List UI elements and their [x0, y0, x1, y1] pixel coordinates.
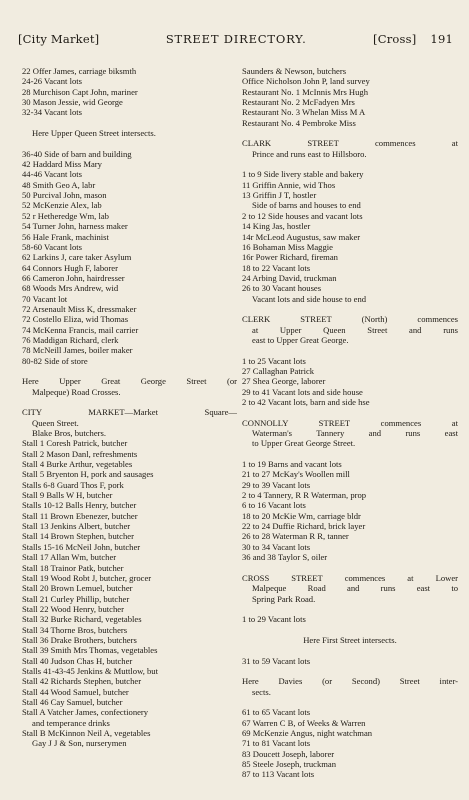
directory-line: Restaurant No. 3 Whelan Miss M A: [242, 107, 366, 118]
directory-line: Malpeque Road and runs east to: [252, 583, 458, 594]
directory-line: 36 and 38 Taylor S, oiler: [242, 552, 328, 563]
directory-line: 27 Callaghan Patrick: [242, 365, 315, 376]
directory-line: 6 to 16 Vacant lots: [242, 500, 306, 511]
directory-line: CITY MARKET—Market Square—: [22, 407, 237, 418]
directory-line: Saunders & Newson, butchers: [242, 66, 347, 76]
directory-line: Stalls 15-16 McNeil John, butcher: [22, 541, 141, 552]
line-spacer: [242, 563, 458, 573]
directory-line: Stall 9 Balls W H, butcher: [22, 490, 113, 501]
directory-line: 58-60 Vacant lots: [22, 241, 82, 252]
directory-line: Stall 5 Bryenton H, pork and sausages: [22, 469, 154, 480]
line-spacer: [242, 128, 458, 138]
directory-line: 56 Hale Frank, machinist: [22, 231, 109, 242]
directory-line: 1 to 25 Vacant lots: [242, 355, 306, 366]
directory-line: 70 Vacant lot: [22, 293, 68, 304]
directory-line: 44-46 Vacant lots: [22, 169, 82, 180]
directory-line: Stall 22 Wood Henry, butcher: [22, 603, 124, 614]
directory-line: 87 to 113 Vacant lots: [242, 769, 315, 780]
directory-line: 2 to 4 Tannery, R R Waterman, prop: [242, 490, 367, 501]
directory-line: Stall 2 Mason Danl, refreshments: [22, 448, 138, 459]
directory-line: 13 Griffin J T, hostler: [242, 190, 317, 201]
directory-line: 26 to 30 Vacant houses: [242, 283, 322, 294]
directory-line: Stall 46 Cay Samuel, butcher: [22, 696, 123, 707]
directory-line: sects.: [252, 686, 271, 697]
directory-line: 32-34 Vacant lots: [22, 107, 82, 118]
directory-line: 30 to 34 Vacant lots: [242, 541, 311, 552]
directory-line: 24-26 Vacant lots: [22, 76, 82, 87]
directory-line: 66 Cameron John, hairdresser: [22, 272, 125, 283]
directory-line: 85 Steele Joseph, truckman: [242, 759, 337, 770]
directory-line: Queen Street.: [32, 417, 79, 428]
directory-line: 61 to 65 Vacant lots: [242, 707, 311, 718]
directory-line: 30 Mason Jessie, wid George: [22, 97, 123, 108]
directory-line: Restaurant No. 2 McFadyen Mrs: [242, 97, 355, 108]
directory-line: Restaurant No. 1 McInnis Mrs Hugh: [242, 86, 369, 97]
directory-line: 52 r Hetheredge Wm, lab: [22, 210, 109, 221]
directory-line: CLERK STREET (North) commences: [242, 314, 458, 325]
directory-line: Stall 18 Trainor Patk, butcher: [22, 562, 124, 573]
directory-line: 83 Doucett Joseph, laborer: [242, 748, 335, 759]
directory-line: 74 McKenna Francis, mail carrier: [22, 324, 139, 335]
directory-line: Stall 32 Burke Richard, vegetables: [22, 614, 142, 625]
directory-line: 11 Griffin Annie, wid Thos: [242, 179, 336, 190]
line-spacer: [242, 666, 458, 676]
line-spacer: [242, 407, 458, 417]
directory-line: 14r McLeod Augustus, saw maker: [242, 231, 361, 242]
line-spacer: [22, 366, 237, 376]
directory-line: Stall 21 Curley Phillip, butcher: [22, 593, 130, 604]
directory-line: Stall 36 Drake Brothers, butchers: [22, 634, 137, 645]
directory-line: 42 Haddard Miss Mary: [22, 159, 102, 170]
directory-line: Side of barns and houses to end: [252, 200, 361, 211]
directory-line: Waterman's Tannery and runs east: [252, 428, 458, 439]
directory-line: 18 to 20 McKie Wm, carriage bldr: [242, 510, 361, 521]
directory-line: Stalls 10-12 Balls Henry, butcher: [22, 500, 137, 511]
directory-line: 48 Smith Geo A, labr: [22, 179, 96, 190]
directory-line: 64 Connors Hugh F, laborer: [22, 262, 118, 273]
directory-line: 36-40 Side of barn and building: [22, 148, 132, 159]
directory-line: Stall 20 Brown Lemuel, butcher: [22, 583, 133, 594]
directory-line: 71 to 81 Vacant lots: [242, 738, 311, 749]
directory-line: Stall 40 Judson Chas H, butcher: [22, 655, 133, 666]
line-spacer: [242, 645, 458, 655]
directory-line: 1 to 9 Side livery stable and bakery: [242, 169, 364, 180]
directory-line: 68 Woods Mrs Andrew, wid: [22, 283, 119, 294]
directory-line: 2 to 12 Side houses and vacant lots: [242, 210, 363, 221]
directory-line: Stall 1 Coresh Patrick, butcher: [22, 438, 128, 449]
directory-line: 52 McKenzie Alex, lab: [22, 200, 102, 211]
directory-line: Spring Park Road.: [252, 593, 316, 604]
directory-line: 22 Offer James, carriage biksmth: [22, 66, 137, 76]
directory-line: 27 Shea George, laborer: [242, 376, 326, 387]
directory-line: Stall A Vatcher James, confectionery: [22, 707, 149, 718]
directory-line: east to Upper Great George.: [252, 334, 349, 345]
directory-line: 72 Costello Eliza, wid Thomas: [22, 314, 129, 325]
directory-line: Stalls 6-8 Guard Thos F, pork: [22, 479, 124, 490]
directory-line: Stall 39 Smith Mrs Thomas, vegetables: [22, 645, 158, 656]
directory-line: 2 to 42 Vacant lots, barn and side hse: [242, 397, 370, 407]
right-column: [242, 66, 458, 780]
directory-line: Here Upper Great George Street (or: [22, 376, 237, 387]
directory-line: Vacant lots and side house to end: [252, 293, 367, 304]
left-column: [22, 66, 237, 749]
directory-line: Office Nicholson John P, land survey: [242, 76, 370, 87]
directory-line: 26 to 28 Waterman R R, tanner: [242, 531, 349, 542]
directory-line: 69 McKenzie Angus, night watchman: [242, 728, 373, 738]
directory-line: Here First Street intersects.: [303, 634, 397, 645]
line-spacer: [242, 345, 458, 355]
directory-line: Stall B McKinnon Neil A, vegetables: [22, 728, 151, 738]
directory-line: 16r Power Richard, fireman: [242, 252, 338, 263]
directory-line: Blake Bros, butchers.: [32, 428, 106, 439]
page-header: [18, 32, 453, 50]
directory-line: 28 Murchison Capt John, mariner: [22, 86, 138, 97]
line-spacer: [242, 604, 458, 614]
directory-line: 18 to 22 Vacant lots: [242, 262, 311, 273]
directory-line: 29 to 39 Vacant lots: [242, 479, 311, 490]
directory-line: 1 to 29 Vacant lots: [242, 614, 306, 625]
directory-line: 54 Turner John, harness maker: [22, 221, 128, 232]
directory-line: Stall 42 Richards Stephen, butcher: [22, 676, 142, 687]
line-spacer: [242, 697, 458, 707]
directory-line: Stall 19 Wood Robt J, butcher, grocer: [22, 572, 152, 583]
line-spacer: [22, 118, 237, 128]
directory-line: Stall 34 Thorne Bros, butchers: [22, 624, 128, 635]
header-title: STREET DIRECTORY.: [165, 32, 307, 46]
directory-line: Stalls 41-43-45 Jenkins & Muttlow, but: [22, 665, 158, 676]
directory-line: at Upper Queen Street and runs: [252, 324, 458, 335]
page-number: 191: [430, 32, 453, 46]
directory-line: Stall 17 Allan Wm, butcher: [22, 552, 117, 563]
directory-line: 67 Warren C B, of Weeks & Warren: [242, 717, 366, 728]
line-spacer: [22, 397, 237, 407]
directory-line: Stall 13 Jenkins Albert, butcher: [22, 521, 131, 532]
directory-line: 24 Arbing David, truckman: [242, 272, 337, 283]
directory-line: 29 to 41 Vacant lots and side house: [242, 386, 363, 397]
directory-line: 76 Maddigan Richard, clerk: [22, 334, 119, 345]
directory-line: 1 to 19 Barns and vacant lots: [242, 459, 342, 470]
directory-line: and temperance drinks: [32, 717, 110, 728]
header-section-left: [City Market]: [18, 32, 100, 46]
line-spacer: [22, 138, 237, 148]
line-spacer: [242, 304, 458, 314]
directory-line: 78 McNeill James, boiler maker: [22, 345, 133, 356]
directory-line: Stall 14 Brown Stephen, butcher: [22, 531, 134, 542]
directory-line: Malpeque) Road Crosses.: [32, 386, 121, 397]
directory-line: Stall 11 Brown Ebenezer, butcher: [22, 510, 138, 521]
directory-line: 50 Purcival John, mason: [22, 190, 107, 201]
directory-line: 21 to 27 McKay's Woollen mill: [242, 469, 350, 480]
directory-line: 80-82 Side of store: [22, 355, 88, 366]
directory-line: Here Davies (or Second) Street inter-: [242, 676, 458, 687]
directory-line: Here Upper Queen Street intersects.: [32, 128, 156, 139]
line-spacer: [242, 159, 458, 169]
directory-line: Stall 44 Wood Samuel, butcher: [22, 686, 129, 697]
directory-line: 31 to 59 Vacant lots: [242, 655, 311, 666]
directory-line: 72 Arsenault Miss K, dressmaker: [22, 303, 137, 314]
directory-line: CONNOLLY STREET commences at: [242, 417, 458, 428]
directory-line: 14 King Jas, hostler: [242, 221, 311, 232]
directory-line: 62 Larkins J, care taker Asylum: [22, 252, 132, 263]
directory-line: Gay J J & Son, nurserymen: [32, 738, 127, 749]
directory-line: 22 to 24 Duffie Richard, brick layer: [242, 521, 366, 532]
header-right: [373, 32, 453, 46]
line-spacer: [242, 449, 458, 459]
directory-line: CROSS STREET commences at Lower: [242, 572, 458, 583]
directory-line: to Upper Great George Street.: [252, 438, 356, 449]
directory-line: Restaurant No. 4 Pembroke Miss: [242, 117, 356, 128]
header-section-right: [Cross]: [373, 32, 417, 46]
line-spacer: [242, 625, 458, 635]
directory-line: 16 Bohaman Miss Maggie: [242, 241, 333, 252]
directory-line: Stall 4 Burke Arthur, vegetables: [22, 459, 133, 470]
directory-line: CLARK STREET commences at: [242, 138, 458, 149]
directory-line: Prince and runs east to Hillsboro.: [252, 148, 367, 159]
